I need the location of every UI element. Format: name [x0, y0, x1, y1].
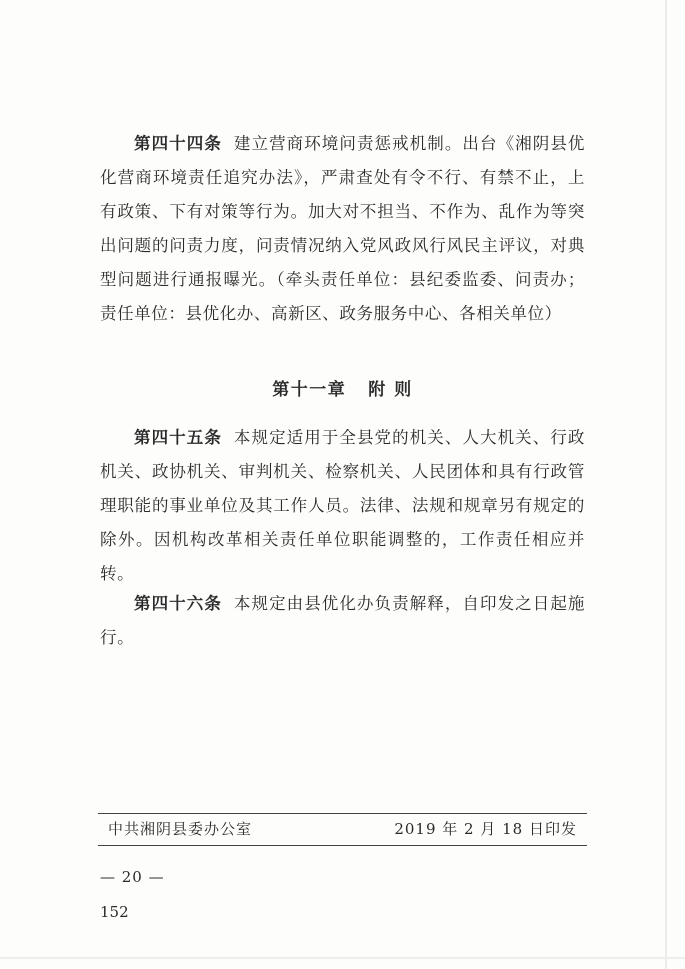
footer-rule-top: [98, 813, 587, 814]
chapter-heading: [100, 375, 585, 400]
page-edge-right: [665, 0, 667, 969]
article-text: 本规定适用于全县党的机关、人大机关、行政机关、政协机关、审判机关、检察机关、人民团体和具有行政管理职能的事业单位及其工作人员。法律、法规和规章另有规定的除外。因机构改革相关责任单位职能调整的，工作责任相应并转。: [100, 428, 586, 583]
stamp-number: 152: [100, 903, 129, 921]
page-edge-bottom: [0, 957, 685, 959]
issue-date: 2019 年 2 月 18 日印发: [394, 820, 577, 838]
article-text: 本规定由县优化办负责解释，自印发之日起施行。: [100, 594, 586, 647]
article-text: 建立营商环境问责惩戒机制。出台《湘阴县优化营商环境责任追究办法》，严肃查处有令不行、有禁不止，上有政策、下有对策等行为。加大对不担当、不作为、乱作为等突出问题的问责力度，问责情况纳入党风政风行风民主评议，对典型问题进行通报曝光。（牵头责任单位：县纪委监委、问责办；责任单位：县优化办、高新区、政务服务中心、各相关单位）: [100, 134, 586, 323]
article-label: 第四十五条: [134, 428, 222, 447]
chapter-title: 附 则: [368, 380, 413, 400]
article-44: [100, 127, 585, 331]
page-number: — 20 —: [100, 868, 165, 886]
chapter-number: 第十一章: [272, 380, 347, 400]
footer-rule-bottom: [98, 845, 587, 846]
article-label: 第四十六条: [134, 594, 222, 613]
article-label: 第四十四条: [134, 134, 222, 153]
issuer-name: 中共湘阴县委办公室: [108, 820, 253, 838]
article-46: [100, 587, 585, 655]
article-45: [100, 421, 585, 591]
